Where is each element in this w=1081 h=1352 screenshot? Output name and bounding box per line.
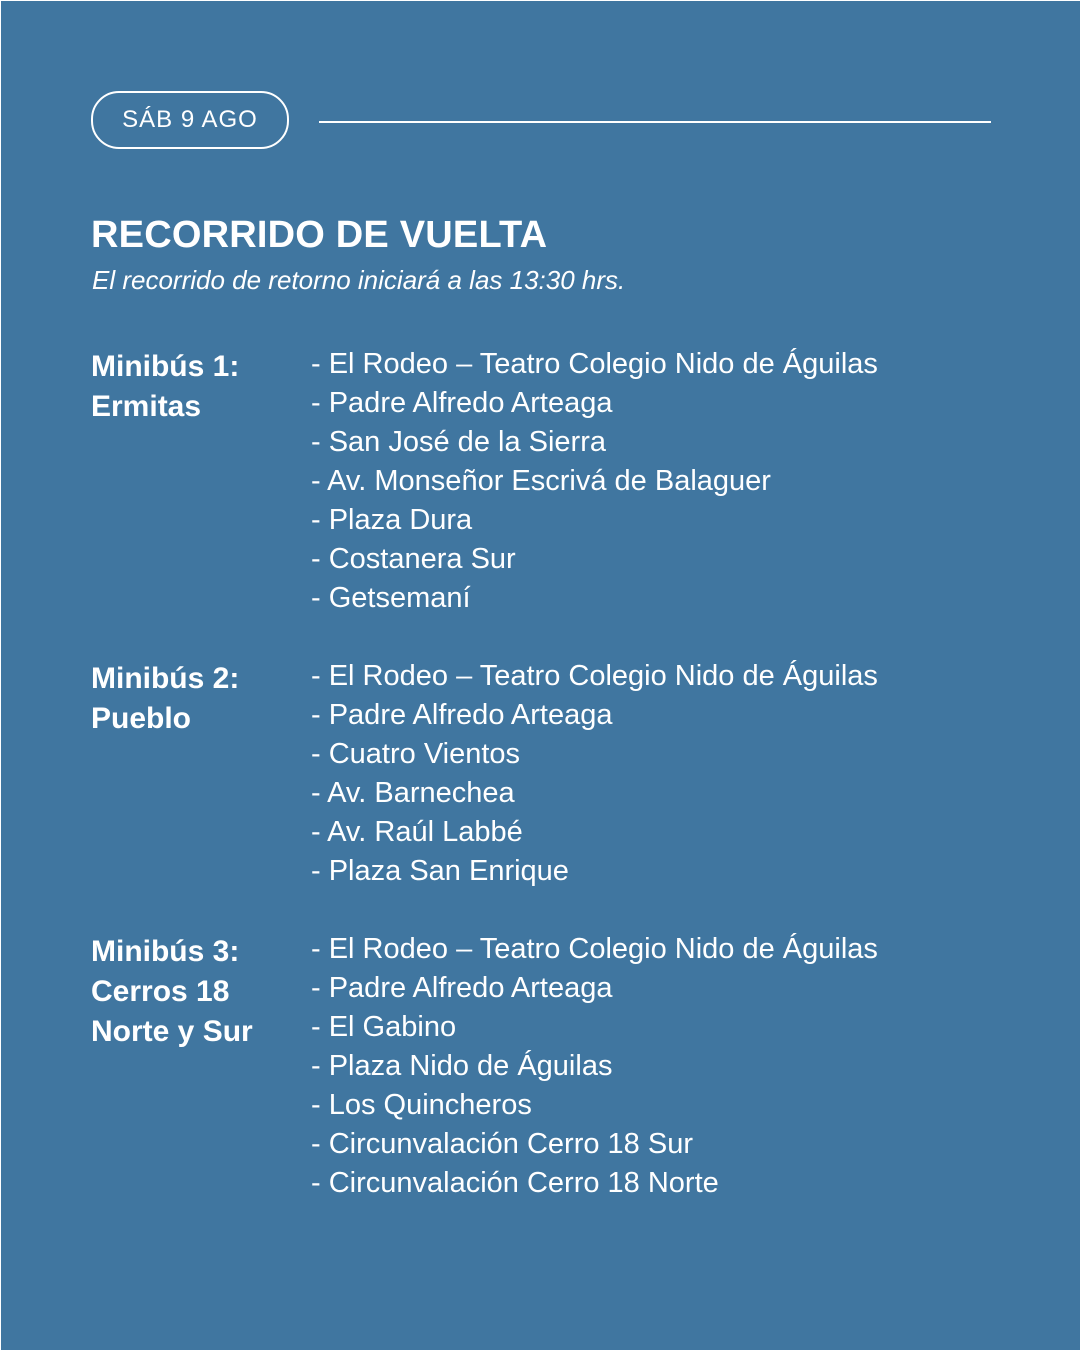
stop-item: - Circunvalación Cerro 18 Sur [311,1128,693,1160]
route-name-line: Ermitas [91,390,202,423]
stop-item: - El Rodeo – Teatro Colegio Nido de Águilas [311,660,878,692]
stop-item: - Padre Alfredo Arteaga [311,972,613,1004]
stop-item: - Av. Raúl Labbé [311,816,523,848]
stop-list [311,930,878,1203]
stop-item: - Costanera Sur [311,543,516,575]
route-name-line: Minibús 2: [91,662,240,695]
stop-item: - Getsemaní [311,582,471,614]
stop-item: - Los Quincheros [311,1089,532,1121]
header-divider [319,121,991,123]
stop-item: - Av. Barnechea [311,777,515,809]
page-title: RECORRIDO DE VUELTA [91,214,548,256]
route-name [91,659,301,739]
stop-item: - San José de la Sierra [311,426,606,458]
route-name-line: Minibús 1: [91,350,240,383]
stop-list [311,657,878,891]
route-name [91,347,301,427]
stop-item: - Circunvalación Cerro 18 Norte [311,1167,719,1199]
route-name [91,932,301,1052]
page-subtitle: El recorrido de retorno iniciará a las 13:30 hrs. [92,265,626,295]
stop-item: - Plaza Dura [311,504,473,536]
date-badge [91,91,289,149]
stop-item: - Padre Alfredo Arteaga [311,387,613,419]
stop-item: - Plaza San Enrique [311,855,569,887]
date-badge-label: SÁB 9 AGO [122,106,258,133]
stop-item: - Plaza Nido de Águilas [311,1050,613,1082]
stop-item: - El Rodeo – Teatro Colegio Nido de Águilas [311,348,878,380]
stop-list [311,345,878,618]
stop-item: - El Rodeo – Teatro Colegio Nido de Águilas [311,933,878,965]
route-poster [1,1,1080,1350]
stop-item: - Av. Monseñor Escrivá de Balaguer [311,465,771,497]
route-name-line: Norte y Sur [91,1015,253,1048]
stop-item: - Padre Alfredo Arteaga [311,699,613,731]
route-name-line: Cerros 18 [91,975,230,1008]
stop-item: - El Gabino [311,1011,457,1043]
route-name-line: Minibús 3: [91,935,240,968]
route-name-line: Pueblo [91,702,192,735]
stop-item: - Cuatro Vientos [311,738,521,770]
